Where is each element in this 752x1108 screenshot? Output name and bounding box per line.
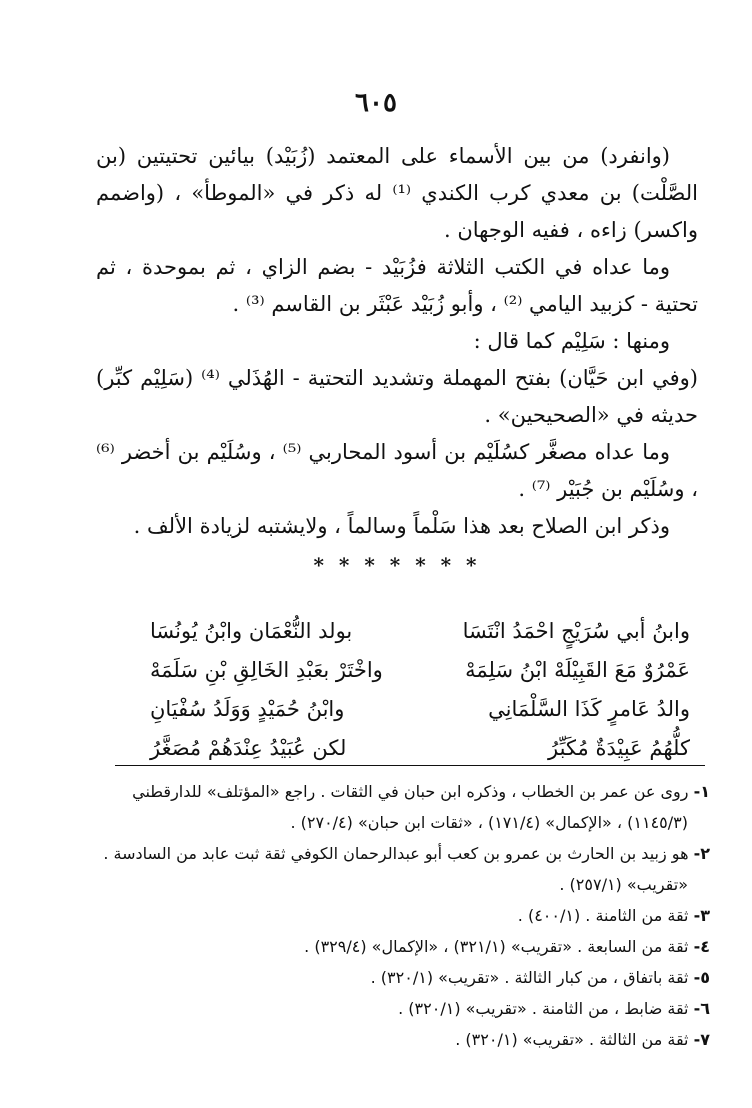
footnote-number: ٢- xyxy=(693,844,710,863)
footnote-2-continued: «تقريب» (٢٥٧/١) . xyxy=(559,875,688,894)
footnote-5 xyxy=(90,962,710,993)
footnote-number: ٣- xyxy=(693,906,710,925)
footnote-text: روى عن عمر بن الخطاب ، وذكره ابن حبان في الثقات . راجع «المؤتلف» للدارقطني xyxy=(132,782,689,801)
footnote-4 xyxy=(90,931,710,962)
poem-hemistich-left: واخْتَرْ بعَبْدِ الخَالِقِ بْنِ سَلَمَهْ xyxy=(150,658,383,682)
footnote-number: ٦- xyxy=(693,999,710,1018)
footnote-text: ثقة من السابعة . «تقريب» (٣٢١/١) ، «الإكمال» (٣٢٩/٤) . xyxy=(304,937,689,956)
poem-hemistich-right: وابنُ أبي سُرَيْجٍ احْمَدُ انْتَسَا xyxy=(462,619,690,643)
poem-line xyxy=(150,690,690,729)
footnotes xyxy=(90,776,710,1055)
poem-hemistich-right: عَمْرُوٌ مَعَ القَبِيْلَهْ ابْنُ سَلِمَهْ xyxy=(465,658,690,682)
poem-hemistich-right: كلُّهُمُ عَبِيْدَةٌ مُكَبِّرُ xyxy=(548,736,690,760)
poem-line xyxy=(150,729,690,768)
paragraph-ibn-salah: وذكر ابن الصلاح بعد هذا سَلْماً وسالماً ، ولايشتبه لزيادة الألف . xyxy=(133,514,670,538)
poem-hemistich-left: بولد النُّعْمَان وابْنُ يُونُسَا xyxy=(150,619,353,643)
footnote-divider xyxy=(115,765,705,766)
paragraph-ibn-hayyan: (وفي ابن حَيَّان) بفتح المهملة وتشديد التحتية - الهُذَلي ⁽⁴⁾ (سَلِيْم كبِّر) حديثه في «الصحيحين» . xyxy=(96,366,698,427)
footnote-text: هو زبيد بن الحارث بن عمرو بن كعب أبو عبدالرحمان الكوفي ثقة ثبت عابد من السادسة . xyxy=(103,844,689,863)
footnote-6 xyxy=(90,993,710,1024)
footnote-text: ثقة من الثامنة . (٤٠٠/١) . xyxy=(517,906,689,925)
paragraph-sulaym: وما عداه مصغَّر كسُلَيْم بن أسود المحاربي ⁽⁵⁾ ، وسُلَيْم بن أخضر ⁽⁶⁾ ، وسُلَيْم بن جُبَيْر ⁽⁷⁾ . xyxy=(96,440,698,501)
poem-hemistich-left: لكن عُبَيْدُ عِنْدَهُمْ مُصَغَّرُ xyxy=(150,736,347,760)
footnote-number: ٧- xyxy=(693,1030,710,1049)
footnote-3 xyxy=(90,900,710,931)
footnote-number: ٤- xyxy=(693,937,710,956)
page-number: ٦٠٥ xyxy=(355,88,397,118)
poem xyxy=(150,612,690,768)
poem-line xyxy=(150,651,690,690)
footnote-text: ثقة ضابط ، من الثامنة . «تقريب» (٣٢٠/١) . xyxy=(398,999,689,1018)
poem-hemistich-left: وابْنُ حُمَيْدٍ وَوَلَدُ سُفْيَانِ xyxy=(150,697,345,721)
main-text xyxy=(96,138,698,584)
footnote-text: ثقة باتفاق ، من كبار الثالثة . «تقريب» (٣٢٠/١) . xyxy=(370,968,689,987)
paragraph-salim-intro: ومنها : سَلِيْم كما قال : xyxy=(473,329,670,353)
footnote-number: ١- xyxy=(693,782,710,801)
footnote-7 xyxy=(90,1024,710,1055)
paragraph-zubayd: (وانفرد) من بين الأسماء على المعتمد (زُبَيْد) بيائين تحتيتين (بن الصَّلْت) بن معدي كرب الكندي ⁽¹⁾ له ذكر في «الموطأ» ، (واضمم واكسر) زاءه ، ففيه الوجهان . xyxy=(96,144,698,242)
footnote-number: ٥- xyxy=(693,968,710,987)
section-separator: * * * * * * * xyxy=(313,553,481,577)
footnote-2 xyxy=(90,838,710,869)
poem-hemistich-right: والدُ عَامرٍ كَذَا السَّلْمَانِي xyxy=(488,697,690,721)
footnote-1-continued: (١١٤٥/٣) ، «الإكمال» (١٧١/٤) ، «ثقات ابن حبان» (٢٧٠/٤) . xyxy=(290,813,688,832)
paragraph-zubayd-others: وما عداه في الكتب الثلاثة فزُبَيْد - بضم الزاي ، ثم بموحدة ، ثم تحتية - كزبيد اليامي ⁽²⁾ ، وأبو زُبَيْد عَبْثَر بن القاسم ⁽³⁾ . xyxy=(96,255,698,316)
poem-line xyxy=(150,612,690,651)
footnote-1 xyxy=(90,776,710,807)
footnote-text: ثقة من الثالثة . «تقريب» (٣٢٠/١) . xyxy=(455,1030,689,1049)
